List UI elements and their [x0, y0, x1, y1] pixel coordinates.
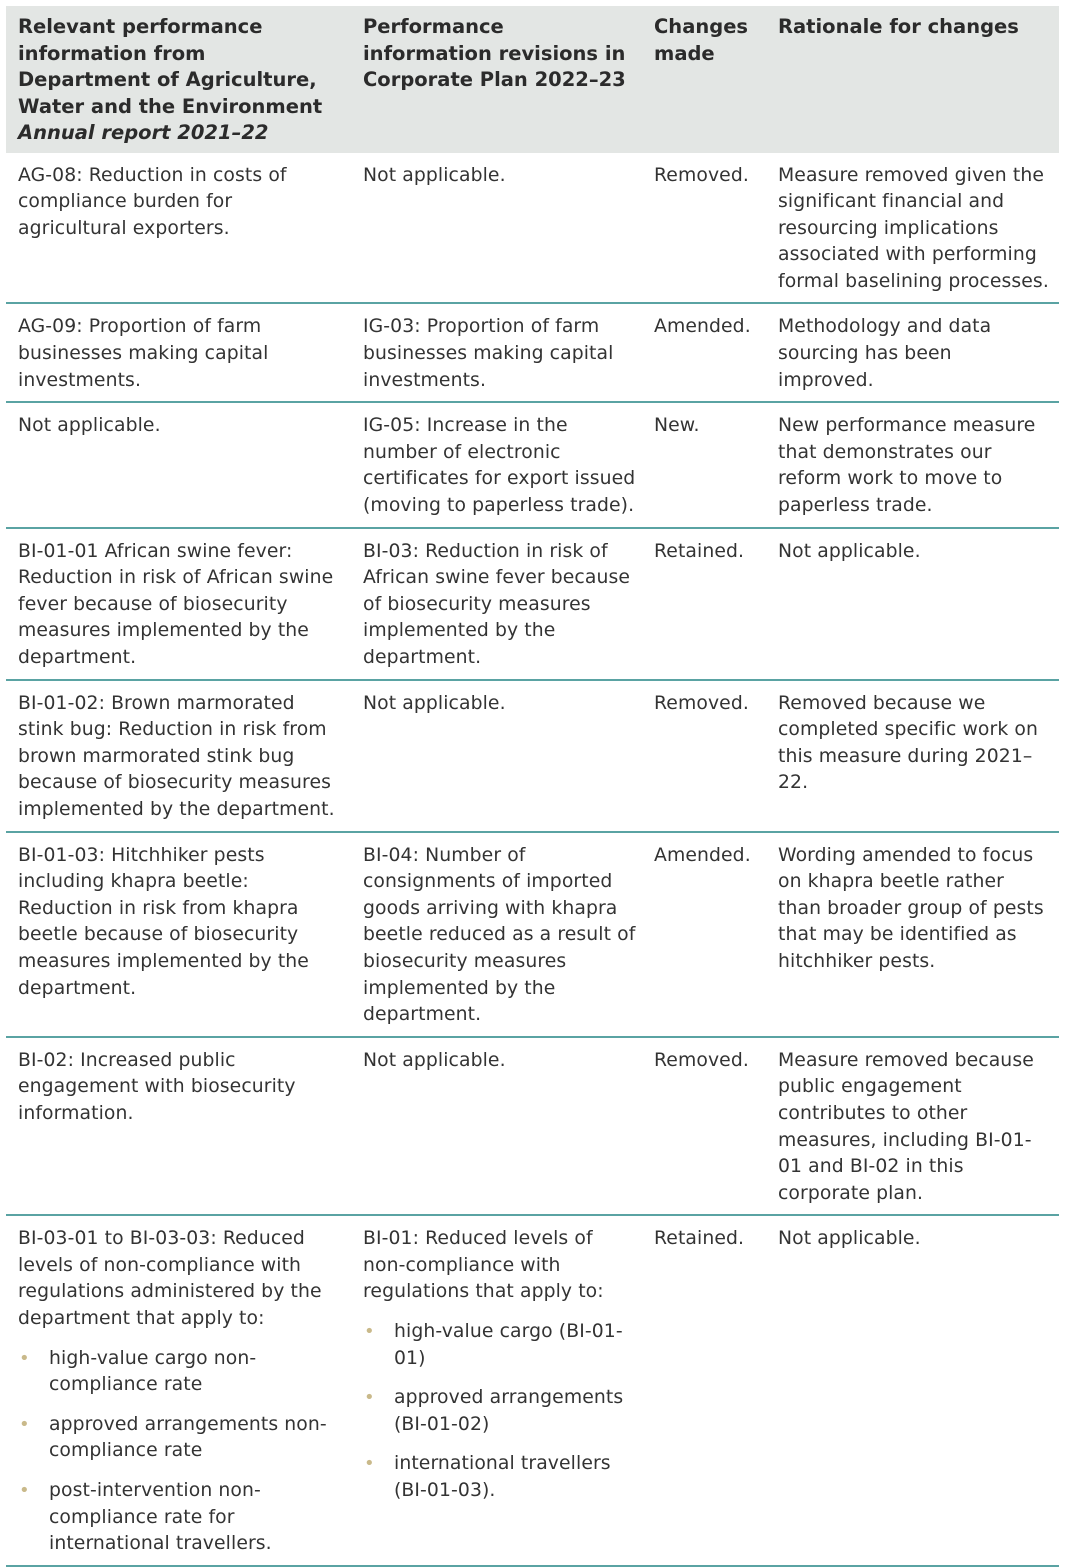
cell-change: Retained.: [642, 1215, 766, 1566]
cell-revision: BI-04: Number of consignments of imported goods arriving with khapra beetle reduced as a result of biosecurity measures implemented by the department.: [351, 832, 642, 1037]
cell-revision: Not applicable.: [351, 1037, 642, 1216]
table-row: [6, 1037, 1059, 1216]
header-previous-info: [6, 6, 351, 153]
cell-previous: BI-01-03: Hitchhiker pests including khapra beetle: Reduction in risk from khapra beetle because of biosecurity measures implemented by the department.: [6, 832, 351, 1037]
header-rationale: Rationale for changes: [766, 6, 1059, 153]
cell-previous: Not applicable.: [6, 402, 351, 527]
header-changes-made: Changes made: [642, 6, 766, 153]
table-row: [6, 832, 1059, 1037]
cell-change: Removed.: [642, 153, 766, 304]
previous-bullet-list: [18, 1346, 345, 1558]
table-body: [6, 153, 1059, 1566]
cell-change: Amended.: [642, 832, 766, 1037]
list-item: • post-intervention non-compliance rate for international travellers.: [18, 1478, 345, 1558]
cell-revision: IG-03: Proportion of farm businesses making capital investments.: [351, 303, 642, 402]
cell-rationale: Not applicable.: [766, 1215, 1059, 1566]
cell-change: Removed.: [642, 1037, 766, 1216]
cell-rationale: Measure removed because public engagement contributes to other measures, including BI-01-01 and BI-02 in this corporate plan.: [766, 1037, 1059, 1216]
cell-previous: BI-02: Increased public engagement with biosecurity information.: [6, 1037, 351, 1216]
header-row: [6, 6, 1059, 153]
table-header: [6, 6, 1059, 153]
cell-rationale: New performance measure that demonstrates our reform work to move to paperless trade.: [766, 402, 1059, 527]
list-item: • approved arrangements (BI-01-02): [363, 1385, 636, 1438]
cell-rationale: Removed because we completed specific work on this measure during 2021–22.: [766, 680, 1059, 832]
cell-previous-intro: BI-03-01 to BI-03-03: Reduced levels of non-compliance with regulations administered by the department that apply to:: [18, 1228, 322, 1330]
cell-change: Removed.: [642, 680, 766, 832]
cell-previous: BI-01-01 African swine fever: Reduction in risk of African swine fever because of biosecurity measures implemented by the department.: [6, 528, 351, 680]
revision-bullet-list: [363, 1319, 636, 1505]
cell-change: Retained.: [642, 528, 766, 680]
cell-rationale: Wording amended to focus on khapra beetle rather than broader group of pests that may be identified as hitchhiker pests.: [766, 832, 1059, 1037]
cell-rationale: Measure removed given the significant financial and resourcing implications associated with performing formal baselining processes.: [766, 153, 1059, 304]
list-item: • approved arrangements non-compliance rate: [18, 1412, 345, 1465]
header-revisions: Performance information revisions in Corporate Plan 2022–23: [351, 6, 642, 153]
cell-rationale: Methodology and data sourcing has been improved.: [766, 303, 1059, 402]
table-row: [6, 1215, 1059, 1566]
cell-revision-intro: BI-01: Reduced levels of non-compliance with regulations that apply to:: [363, 1228, 604, 1303]
cell-previous: BI-01-02: Brown marmorated stink bug: Reduction in risk from brown marmorated stink bug because of biosecurity measures implemented by the department.: [6, 680, 351, 832]
cell-change: Amended.: [642, 303, 766, 402]
table-row: [6, 680, 1059, 832]
cell-previous: AG-09: Proportion of farm businesses making capital investments.: [6, 303, 351, 402]
cell-previous: AG-08: Reduction in costs of compliance burden for agricultural exporters.: [6, 153, 351, 304]
cell-rationale: Not applicable.: [766, 528, 1059, 680]
header-previous-info-text: Relevant performance information from Department of Agriculture, Water and the Environment: [18, 15, 323, 118]
table-row: [6, 303, 1059, 402]
table-row: [6, 528, 1059, 680]
cell-revision: Not applicable.: [351, 153, 642, 304]
cell-revision: IG-05: Increase in the number of electronic certificates for export issued (moving to paperless trade).: [351, 402, 642, 527]
header-annual-report: Annual report 2021–22: [18, 121, 269, 144]
cell-revision: [351, 1215, 642, 1566]
cell-revision: BI-03: Reduction in risk of African swine fever because of biosecurity measures implemented by the department.: [351, 528, 642, 680]
list-item: • high-value cargo (BI-01-01): [363, 1319, 636, 1372]
table-row: [6, 402, 1059, 527]
cell-revision: Not applicable.: [351, 680, 642, 832]
cell-previous: [6, 1215, 351, 1566]
table-row: [6, 153, 1059, 304]
list-item: • high-value cargo non-compliance rate: [18, 1346, 345, 1399]
performance-changes-table: [6, 6, 1059, 1567]
cell-change: New.: [642, 402, 766, 527]
list-item: • international travellers (BI-01-03).: [363, 1451, 636, 1504]
